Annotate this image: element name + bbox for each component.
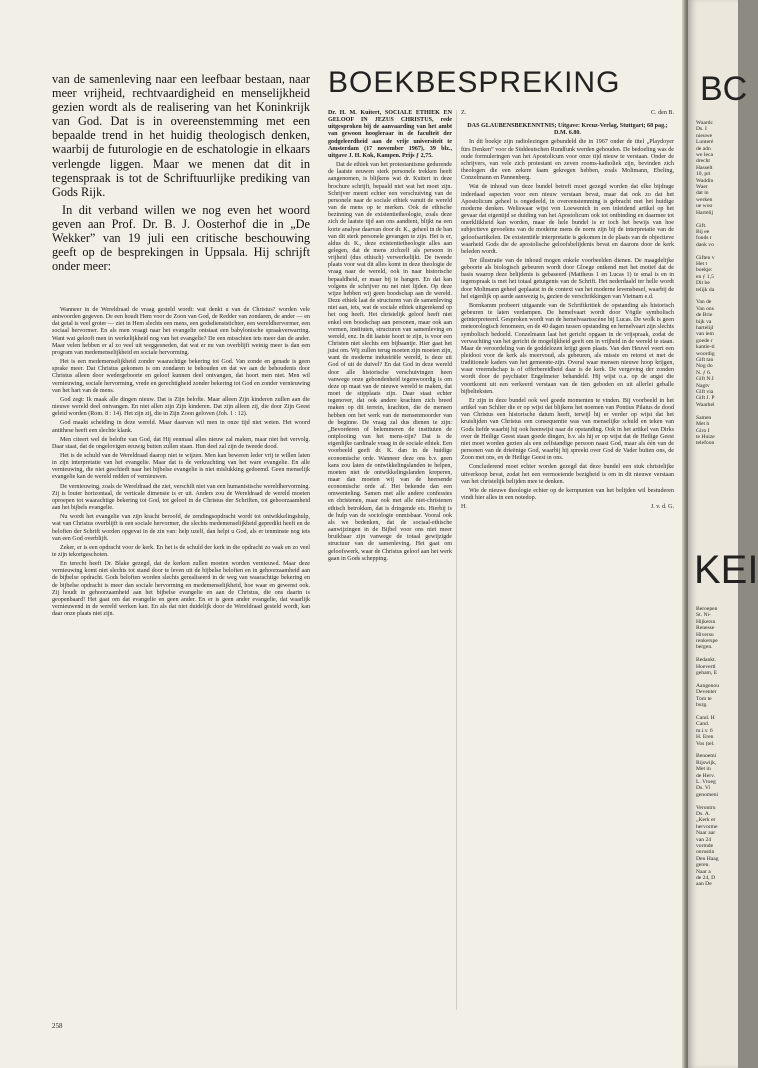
facing-line: Naar a bbox=[696, 868, 711, 875]
facing-line: Bij ee bbox=[696, 228, 710, 235]
paragraph: God maakt scheiding in deze wereld. Maar daarvan wil men in onze tijd niet weten. Het woord antithese heeft een slechte klank. bbox=[52, 420, 310, 434]
facing-column-top bbox=[696, 120, 740, 447]
review-paragraph: Wie de nieuwe theologie echter op de kernpunten van het belijden wil bestuderen vindt hier alles in een notedop. bbox=[461, 487, 674, 501]
facing-line: Deventer bbox=[696, 689, 717, 696]
quoted-text-column bbox=[52, 307, 310, 620]
facing-line: 10, pri bbox=[696, 171, 711, 178]
facing-line: telefoon bbox=[696, 440, 715, 447]
facing-line: Waddin bbox=[696, 177, 714, 184]
paragraph: Nu wordt het evangelie van zijn kracht beroofd, de zendingsopdracht wordt tot ontwikkelingshulp, wat van Christus overblijft is een sociale hervormer, die slechts medemenselijkheid gepredikt heeft en de beloften der Schrift worden opgevat in de zin van: help uzelf, dan helpt u God, als er tenminste nog iets van een God overblijft. bbox=[52, 514, 310, 542]
facing-line: Vos (tel. bbox=[696, 740, 715, 747]
facing-line: Nagtv bbox=[696, 382, 710, 389]
review-signature bbox=[461, 110, 674, 117]
intro-paragraph: van de samenleving naar een leefbaar bestaan, naar meer vrijheid, rechtvaardigheid en menselijkheid gezien wordt als de realisering van het Koninkrijk van God. Dat is in overeenstemming met een bepaalde trend in het huidig theologisch denken, waarbij de futurologie en de eschatologie in elkaars verlengde liggen. Maar we menen dat dit in tegenspraak is tot de Schriftuurlijke prediking van Gods Rijk. bbox=[52, 72, 310, 199]
facing-line: aan De bbox=[696, 881, 712, 888]
facing-line: Ds. A. bbox=[696, 811, 711, 817]
review-kuitert bbox=[328, 110, 452, 565]
facing-line: m.i.v. 6 bbox=[696, 727, 713, 734]
facing-line: te Huize bbox=[696, 433, 715, 440]
facing-title-fragment: BC bbox=[700, 70, 748, 108]
facing-line: telijk da bbox=[696, 286, 715, 293]
facing-line: St. Ni- bbox=[696, 612, 711, 619]
facing-line: en ƒ 1,5 bbox=[696, 273, 714, 280]
facing-line: drecht bbox=[696, 158, 710, 165]
facing-line: Gift tan bbox=[696, 357, 714, 364]
signature-name: Z. bbox=[461, 110, 467, 116]
facing-line: vormde bbox=[696, 843, 714, 850]
facing-line: we leca bbox=[696, 152, 713, 159]
facing-line: goede r bbox=[696, 337, 713, 344]
review-column-2 bbox=[461, 110, 674, 513]
review-heading: Dr. H. M. Kuitert, SOCIALE ETHIEK EN GELOOF IN JEZUS CHRISTUS, rede uitgesproken bij de aanvaarding van het ambt van gewoon hoogleraar in de faculteit der godgeleerdheid aan de vrije universiteit te Amsterdam (17 november 1967), 39 blz., uitgave J. H. Kok, Kampen. Prijs ƒ 2,75. bbox=[328, 110, 452, 159]
facing-line: Dit be bbox=[696, 280, 710, 287]
facing-line: Ds. I bbox=[696, 126, 707, 133]
review-paragraph: Er zijn in deze bundel ook wel goede momenten te vinden. Bij voorbeeld in het artikel van Schlier die er op wijst dat blijkens het noemen van Pontius Pilatus de dood van Christus een historische datum heeft, terwijl hij er verder op wijst dat het kruislijden van Christus een consequentie was van menselijke schuld en teken van Gods liefde waarbij hij ook heenwijst naar de opstanding. Ook in het artikel van Dirks over de Heilige Geest staan goede dingen, b.v. als hij er op wijst dat de Heilige Geest niet moet worden gezien als een zelfstandige persoon naast God, maar als één van de personen van de drieënige God, waarbij hij spreekt over God de Vader buiten ons, de Zoon met ons, en de Heilige Geest in ons. bbox=[461, 397, 674, 462]
facing-line: dank vo bbox=[696, 241, 714, 248]
facing-line: de Brie bbox=[696, 312, 713, 319]
facing-column-bottom bbox=[696, 606, 740, 888]
facing-line: hervorme bbox=[696, 823, 718, 830]
facing-line: Beroepen bbox=[696, 606, 718, 612]
paragraph: De vernieuwing, zoals de Wereldraad die ziet, verschilt niet van een humanistische wereldhervorming. Zij is louter horizontaal, de verticale dimensie is er uit. Anders zou de Wereldraad de wereld moeten oproepen tot waarachtige bekering tot God, tot geloof in de Christus der Schriften, tot gehoorzaamheid aan het bijbels evangelie. bbox=[52, 483, 310, 512]
signature-name: H. bbox=[461, 504, 467, 511]
facing-page bbox=[688, 0, 758, 1068]
facing-line: Giro I bbox=[696, 427, 710, 434]
facing-line: geham, E bbox=[696, 670, 718, 677]
review-heading: DAS GLAUBENSBEKENNTNIS; Uitgave: Kreuz-Verlag, Stuttgart; 68 pag.; D.M. 6.80. bbox=[467, 123, 668, 137]
facing-line: Gift N.I bbox=[696, 376, 714, 383]
paragraph: Het is de schuld van de Wereldraad daarop niet te wijzen. Men kan beweren leder vrij te willen laten in zijn interpretatie van het evangelie. Maar dat is de verkrachting van het ware evangelie. En alle vernieuwing, die niet geschiedt naar het bijbelse evangelie is niet mislukking gedoemd. Geen menselijk evangelie kan de wereld redden of vernieuwen. bbox=[52, 452, 310, 481]
facing-line: N. ƒ 6. bbox=[696, 369, 712, 376]
facing-line: woordig bbox=[696, 350, 715, 357]
signature-initials: C. den B. bbox=[650, 110, 674, 116]
facing-line: de adn bbox=[696, 145, 711, 152]
facing-line: L. Vroeg bbox=[696, 778, 716, 785]
facing-line: boekje: bbox=[696, 267, 713, 274]
facing-line: onrustin bbox=[696, 849, 715, 856]
facing-line: genomeni bbox=[696, 791, 719, 798]
facing-line: bergen. bbox=[696, 644, 713, 651]
facing-line: Waarhel bbox=[696, 401, 715, 408]
facing-line: de 24, D bbox=[696, 875, 716, 882]
paragraph: God zegt: Ik maak alle dingen nieuw. Dat is Zijn belofte. Maar alleen Zijn kinderen zullen aan die nieuwe wereld deel ontvangen. En niet allen zijn Zijn kinderen. Dat zijn alleen zij, die door Zijn Geest geleid worden (Rom. 8 : 14). Het zijn zij, die in Zijn Zoon geloven (Joh. 1 : 12). bbox=[52, 396, 310, 418]
facing-line: Gift via bbox=[696, 389, 714, 396]
facing-line: Lunteré bbox=[696, 139, 714, 146]
paragraph: Wanneer in de Wereldraad de vraag gesteld wordt: wat denkt u van de Christus? worden vele antwoorden gegeven. De een houdt Hem voor de Zoon van God, de Redder van zondaren, de ander — en dat getal is veel groter — ziet in Hem slechts een mens, een godsdienststichter, een wereldhervormer, een sociaal hervormer. En als men vraagt naar het evangelie ontstaat een babylonische spraakverwarring. Want wat gelooft men in werkelijkheid nog van het evangelie? De een misschien iets meer dan de ander. Maar velen hebben er al zo veel uit weggesneden, dat wat er nu van overblijft weinig meer is dan een program van medemenselijkheid en sociale hervorming. bbox=[52, 307, 310, 356]
facing-line: Hartelij bbox=[696, 209, 714, 216]
facing-line: Cand. bbox=[696, 721, 710, 728]
facing-line: renkerspe bbox=[696, 638, 718, 645]
review-paragraph: Ter illustratie van de inhoud mogen enkele voorbeelden dienen. De maagdelijke geboorte als biologisch gebeuren wordt door Gloege ontkend met het motief dat de basis waarop deze belijdenis is gebaseerd (Mattheus 1 en Lucas 1) te smal is en in tegenspraak is met het totaal getuigenis van de Schrift. Het nederdaald ter helle wordt door Moltmann geheel geplaatst in de context van het moderne levensbesef, waarbij de hel eigenlijk op aarde aanwezig is, gezien de verschrikkingen van Vietnam e.d. bbox=[461, 257, 674, 300]
facing-line: Met in bbox=[696, 766, 711, 773]
facing-line: Nog do bbox=[696, 363, 713, 370]
section-title: BOEKBESPREKING bbox=[328, 66, 621, 99]
facing-line: hartelijl bbox=[696, 325, 714, 331]
facing-line: de Herv. bbox=[696, 772, 715, 779]
facing-line: werken bbox=[696, 196, 713, 203]
page-number: 258 bbox=[52, 1022, 63, 1030]
column-divider bbox=[456, 110, 457, 1010]
facing-line: Den Haag bbox=[696, 855, 719, 862]
facing-line: Samen bbox=[696, 414, 712, 421]
paragraph: En terecht heeft Dr. Blake gezegd, dat de kerken zullen moeten worden vernieuwd. Maar deze vernieuwing komt niet slechts tot stand door te leven uit de bijbelse beloften en in gehoorzaamheid aan de bijbelse opdracht. Gods beloften worden slechts gerealiseerd in de weg van waarachtige bekering en de bijbelse opdracht is meer dan sociale hervorming en medemenselijkheid, hoe waar en gewenst ook. Zij houdt in gehoorzaamheid aan het bijbelse evangelie en aan de Christus, die ons daarin is geopenbaard! Het gaat om dat evangelie en geen ander. En er is geen ander evangelie, dat waarlijk vernieuwend in de wereld werken kan. En als dat niet duidelijk door de Wereldraad gesteld wordt, kan daar onze plaats niet zijn. bbox=[52, 561, 310, 618]
facing-line: bijk va bbox=[696, 318, 712, 325]
facing-line: geren. bbox=[696, 862, 710, 869]
facing-line: Van de bbox=[696, 299, 712, 306]
facing-line: Met h bbox=[696, 421, 710, 428]
review-signature bbox=[461, 504, 674, 511]
paragraph: Het is een medemenselijkheid zonder waarachtige bekering tot God. Van zonde en genade is geen sprake meer. Dat Christus gekomen is om zondaren te behouden en dat we aan de behoudenis door Christus alleen door wedergeboorte en geloof kunnen deel ontvangen, dat hoort men niet. Men wil vernieuwing, sociale hervorming, vrede en gerechtigheid zonder bekering tot God en zonder vernieuwing van het hart van de mens. bbox=[52, 359, 310, 394]
facing-line: Waardc bbox=[696, 120, 713, 126]
facing-line: Renesse bbox=[696, 625, 715, 632]
facing-line: Tom te bbox=[696, 695, 712, 702]
facing-line: Van ons bbox=[696, 305, 714, 312]
intro-paragraph: In dit verband willen we nog even het woord geven aan Prof. Dr. B. J. Oosterhof die in „De Wekker” van 19 juli een critische beschouwing geeft op de besprekingen in Uppsala. Hij schrijft onder meer: bbox=[52, 202, 310, 274]
facing-line: kantie-ti bbox=[696, 344, 715, 351]
facing-line: Gift J. P bbox=[696, 395, 715, 402]
facing-line: Hiversu bbox=[696, 631, 714, 638]
facing-line: Naar aar bbox=[696, 830, 716, 837]
paragraph: Men citeert wel de belofte van God, dat Hij eenmaal alles nieuw zal maken, maar niet het vervolg. Daar staat, dat de ongelovigen eeuwig buiten zullen staan. Hun deel zal zijn de tweede dood. bbox=[52, 436, 310, 450]
facing-line: Benoemi bbox=[696, 753, 717, 760]
facing-line: ue woo bbox=[696, 203, 713, 210]
signature-initials: J. v. d. G. bbox=[650, 504, 674, 511]
facing-line: Giften v bbox=[696, 254, 715, 261]
facing-line: Bedankt. bbox=[696, 657, 717, 664]
facing-line: Gift. bbox=[696, 222, 707, 229]
facing-line: Verontru bbox=[696, 804, 716, 811]
review-paragraph: Dat de ethiek van het protestantisme gedurende de laatste eeuwen sterk personele trekken heeft aangenomen, is blijkens wat dr. Kuitert in deze brochure schrijft, bepaald niet wat het moet zijn. Schrijver meent echter een verschuiving van de personele naar de sociale ethiek vanuit de wereld van de mens op te merken. Ook de ethische bezinning van de existentietheologie, zoals deze zich de laatste tijd aan ons aandient, blijkt na een korte analyse daarvan door dr. K., geheel in de ban van dit sterk personele gevangen te zijn. Het is er, aldus dr. K., deze existentietheologie alles aan gelegen, dat de mens zichzelf als persoon in vrijheid (dus ethisch) verwerkelijkt. De tweede plaats voor wat dit alles komt in deze theologie de vraag naar de wereld, ook in naar historische bepaaldheid, er maar bij te hangen. En dat kan volgens de schrijver nu net niet lijden. Op deze wijze hebben wij geen boodschap aan de wereld. Deze ethiek laat de structuren van de samenleving niet aan, iets, wat de sociale ethiek uitgerekend op het oog heeft. Het christelijk geloof heeft niet enkel een boodschap aan personen, maar ook aan vormen, instituten, structuren van samenleving en wereld, enz. In dit laatste hoort te zijn, is voor een Christen niet slechts een bijbaantje. Hier gaat het juist om. Wij zullen terug moeten zijn moeten zijn, want de moderne industriële wereld, is deze uit God of uit de duivel? En dat God in deze wereld door alle historische verschuivingen heen vanwege onze gebondenheid tegenwoordig is om deze op maat van de nieuwe wereld te maken, dat moet de stipplaats zijn. Daar staat echter tegenover, dat ook andere krachten zich breed maken op dit terrein, krachten, die de mensen hebben om het werk van de mensenmoorder van de beginne. De vraag zal dus dienen te zijn: „Bevorderen of belemmeren de instituten de ontplooiing van het mens-zijn? Dat is de eigenlijke cardinale vraag in de sociale ethiek. Een voorbeeld geeft dr. K. dan in de huidige economische orde. Wanneer deze ons b.v. geen kans zou laten de ontwikkelingslanden te helpen, moeten niet de ontwikkelingslanden kreperen, maar dan moeten wij van de heersende economische orde af. Het bekende dan een omwenteling. Samen met alle andere confessies en christenen, maar ook met alle niet-christenen ethisch betrokken, dat is dringende eis. Hierbij is de hulp van de sociologie onmisbaar. Vooral ook als we bedenken, dat de sociaal-ethische aanwijzingen in de Bijbel voor ons niet meer bruikbaar zijn vanwege de totaal gewijzigde structuur van de samenleving. Het gaat om geloofswerk, waar de Christus geloof aan het werk gaan in Gods schepping. bbox=[328, 162, 452, 562]
facing-line: fonds t bbox=[696, 235, 712, 242]
facing-line: Cand. H bbox=[696, 714, 715, 721]
review-paragraph: In dit boekje zijn radiolezingen gebundeld die in 1967 onder de titel „Playdoyer fürs Denken” voor de Süddeutschen Rundfunk werden gehouden. De bedoeling was de oude formuleringen van het Apostolicum voor onze tijd nieuw te verstaan. Onder de schrijvers, van vele zich protestant en zeven rooms-katholiek zijn, bevinden zich theologen die een zekere faam gekregen hebben, zoals Moltmann, Ebeling, Conzelmann en Pannenberg. bbox=[461, 139, 674, 182]
facing-line: Het t bbox=[696, 260, 708, 267]
facing-line: Ds. Vi bbox=[696, 785, 711, 792]
facing-line: Hasselt bbox=[696, 164, 713, 171]
facing-line: „Kerk er bbox=[696, 817, 716, 824]
paragraph: Zeker, er is een opdracht voor de kerk. En het is de schuld der kerk in die opdracht zo vaak en zo veel te zijn tekortgeschoten. bbox=[52, 544, 310, 558]
intro-text bbox=[52, 72, 310, 277]
facing-line: Aangenou bbox=[696, 682, 719, 689]
facing-line: dat in bbox=[696, 190, 709, 197]
facing-line: Hijkersn bbox=[696, 618, 716, 625]
facing-line: burg. bbox=[696, 702, 708, 709]
facing-line: Waer bbox=[696, 184, 708, 191]
review-paragraph: Wat de inhoud van deze bundel betreft moet gezegd worden dat elke bijdrage inderdaad aspecten voor een nieuw verstaan bevat, maar dat ook zo dat het Apostolicum geheel is ongedeeld, in overeenstemming is gebracht met het huidige moderne denken. Weliswaar wijst von Loewenich in een inleidend artikel op het gevaar dat eigentijd se duiding van het Apostolicum ook tot ontbinding en daarmee tot onerkliikheid kan worden, maar de hele bundel is er toch het bewijs van hoe subjectieve gevoelens van de moderne mens de norm zijn bij de interpretatie van de geloofsartikelen. De existentiële interpretatie is gekomen in de plaats van de objectieve waarheid Gods die de apostolische geloofsbelijdenis bevat en daarom door de kerk beleden wordt. bbox=[461, 184, 674, 255]
facing-heading-fragment: KEI bbox=[694, 548, 758, 592]
facing-line: Rijswijk, bbox=[696, 759, 717, 766]
review-paragraph: Bornkamm probeert uitgaande van de Schriftkritiek de opstanding als historisch gebeuren te laten verdampen. De hemelvaart wordt door Vögtle symbolisch geïnterpreteerd. Gesproken wordt van de hemelvaartsscène bij Lucas. De wolk is geen meteorologisch fenomeen, en de 40 dagen tussen opstanding en hemelvaart zijn slechts symbolisch bedoeld. Conzelmann laat het gericht opgaan in de vrijspraak, zodat de verwachting van het gericht de mogelijkheid geeft om in vrijheid in de wereld te staan. Maar de veroordeling van de goddelozen krijgt geen plaats. Van den Heuvel voert een pleidooi voor de kerk als meervoud, als gebeuren, als missie en retorst et met de traditionele kaders van het gemeente-zijn. Overal waar mensen nieuwe hoop krijgen, waar vreemdschap is of offerbereidheid daar is de kerk. De vergeving der zonden wordt door de psychiater Engelmeier behandeld. Hij wijst o.a. op de angst die voortkomt uit een verkeerd verstaan van de tien geboden en uit allerlei geballe bijbelteksten. bbox=[461, 302, 674, 395]
facing-line: Hoevertl bbox=[696, 663, 716, 670]
review-paragraph: Concluderend moet echter worden gezegd dat deze bundel een stuk christelijke uitverkoop bevat, zodat het een vermoeiende bezigheid is om in dit nieuwe verstaan van het christelijk belijden mee te denken. bbox=[461, 464, 674, 485]
facing-line: van 24 bbox=[696, 836, 712, 843]
facing-line: H. Eren bbox=[696, 734, 714, 741]
facing-line: van iem bbox=[696, 331, 714, 338]
facing-line: nieuwe bbox=[696, 132, 713, 139]
